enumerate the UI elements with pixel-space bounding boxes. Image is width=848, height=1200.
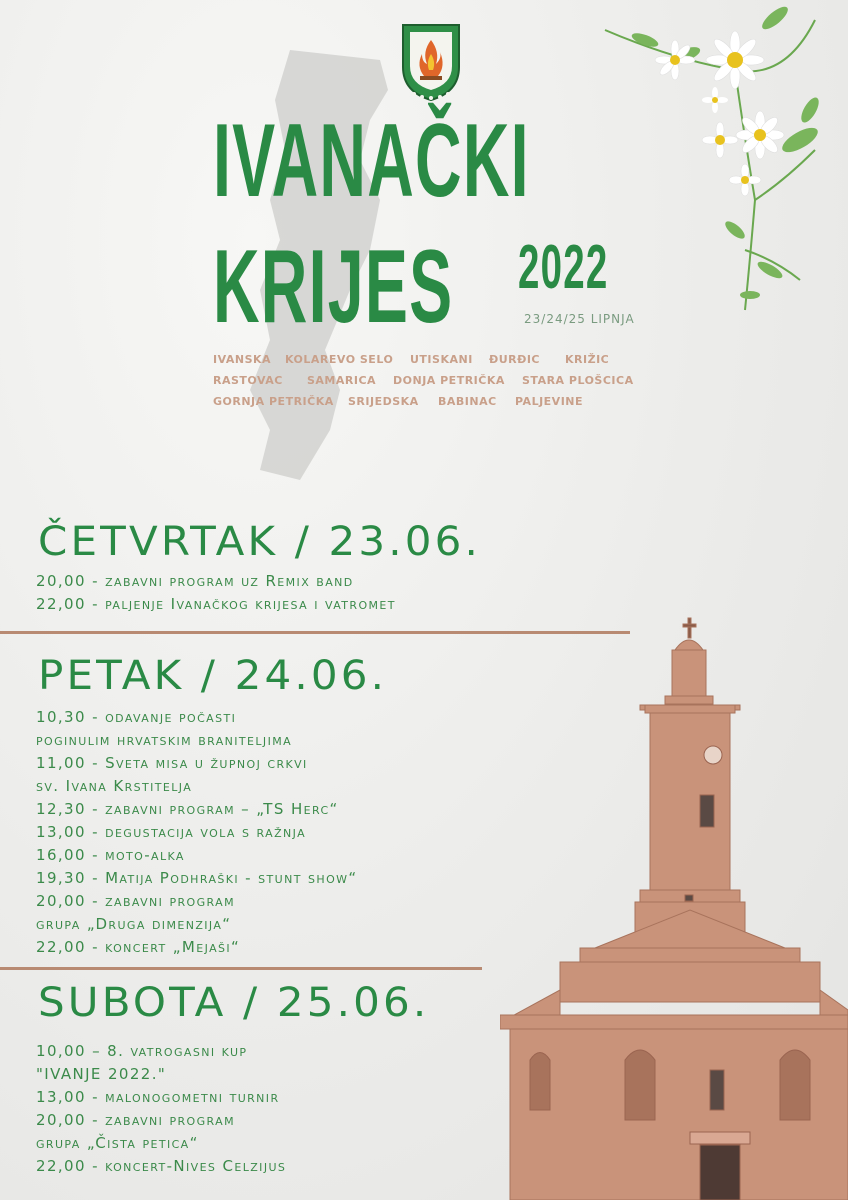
village-name: KRIŽIC [565,353,610,366]
event-line: 12,30 - zabavni program – „TS Herc“ [36,800,339,818]
village-name: STARA PLOŠCICA [522,374,634,387]
title-year: 2022 [518,233,609,302]
village-name: RASTOVAC [213,374,283,387]
event-line: 22,00 - paljenje Ivanačkog krijesa i vatromet [36,595,396,613]
event-line: 13,00 - degustacija vola s ražnja [36,823,307,841]
village-name: UTISKANI [410,353,473,366]
festival-dates: 23/24/25 LIPNJA [524,312,635,326]
event-line: poginulim hrvatskim braniteljima [36,731,293,749]
event-line: 22,00 - koncert „Mejaši“ [36,938,241,956]
day-heading-saturday: SUBOTA / 25.06. [38,980,430,1026]
event-line: 19,30 - Matija Podhraški - stunt show“ [36,869,358,887]
village-name: SRIJEDSKA [348,395,419,408]
event-line: grupa „Čista petica“ [36,1134,199,1152]
title-line-1: IVANAČKI [213,103,530,219]
village-name: PALJEVINE [515,395,584,408]
section-divider [0,967,482,970]
section-divider [0,631,630,634]
event-line: 20,00 - zabavni program [36,892,235,910]
event-line: sv. Ivana Krstitelja [36,777,193,795]
event-line: 10,30 - odavanje počasti [36,708,237,726]
event-line: grupa „Druga dimenzija“ [36,915,232,933]
village-name: IVANSKA [213,353,272,366]
day-heading-friday: PETAK / 24.06. [38,653,388,699]
event-line: 16,00 - moto-alka [36,846,185,864]
villages-list [0,0,848,420]
village-name: ĐURĐIC [489,353,541,366]
day-heading-thursday: ČETVRTAK / 23.06. [38,519,482,565]
village-name: SAMARICA [307,374,377,387]
village-name: BABINAC [438,395,497,408]
church-illustration [500,610,848,1200]
village-name: DONJA PETRIČKA [393,374,505,387]
event-line: 20,00 - zabavni program uz Remix band [36,572,354,590]
title-line-2: KRIJES [213,229,454,345]
event-line: 22,00 - koncert-Nives Celzijus [36,1157,287,1175]
event-line: 11,00 - Sveta misa u župnoj crkvi [36,754,308,772]
event-line: 13,00 - malonogometni turnir [36,1088,280,1106]
village-name: KOLAREVO SELO [285,353,394,366]
event-line: 20,00 - zabavni program [36,1111,235,1129]
event-line: 10,00 – 8. vatrogasni kup [36,1042,248,1060]
event-line: "IVANJE 2022." [36,1065,167,1083]
village-name: GORNJA PETRIČKA [213,395,334,408]
